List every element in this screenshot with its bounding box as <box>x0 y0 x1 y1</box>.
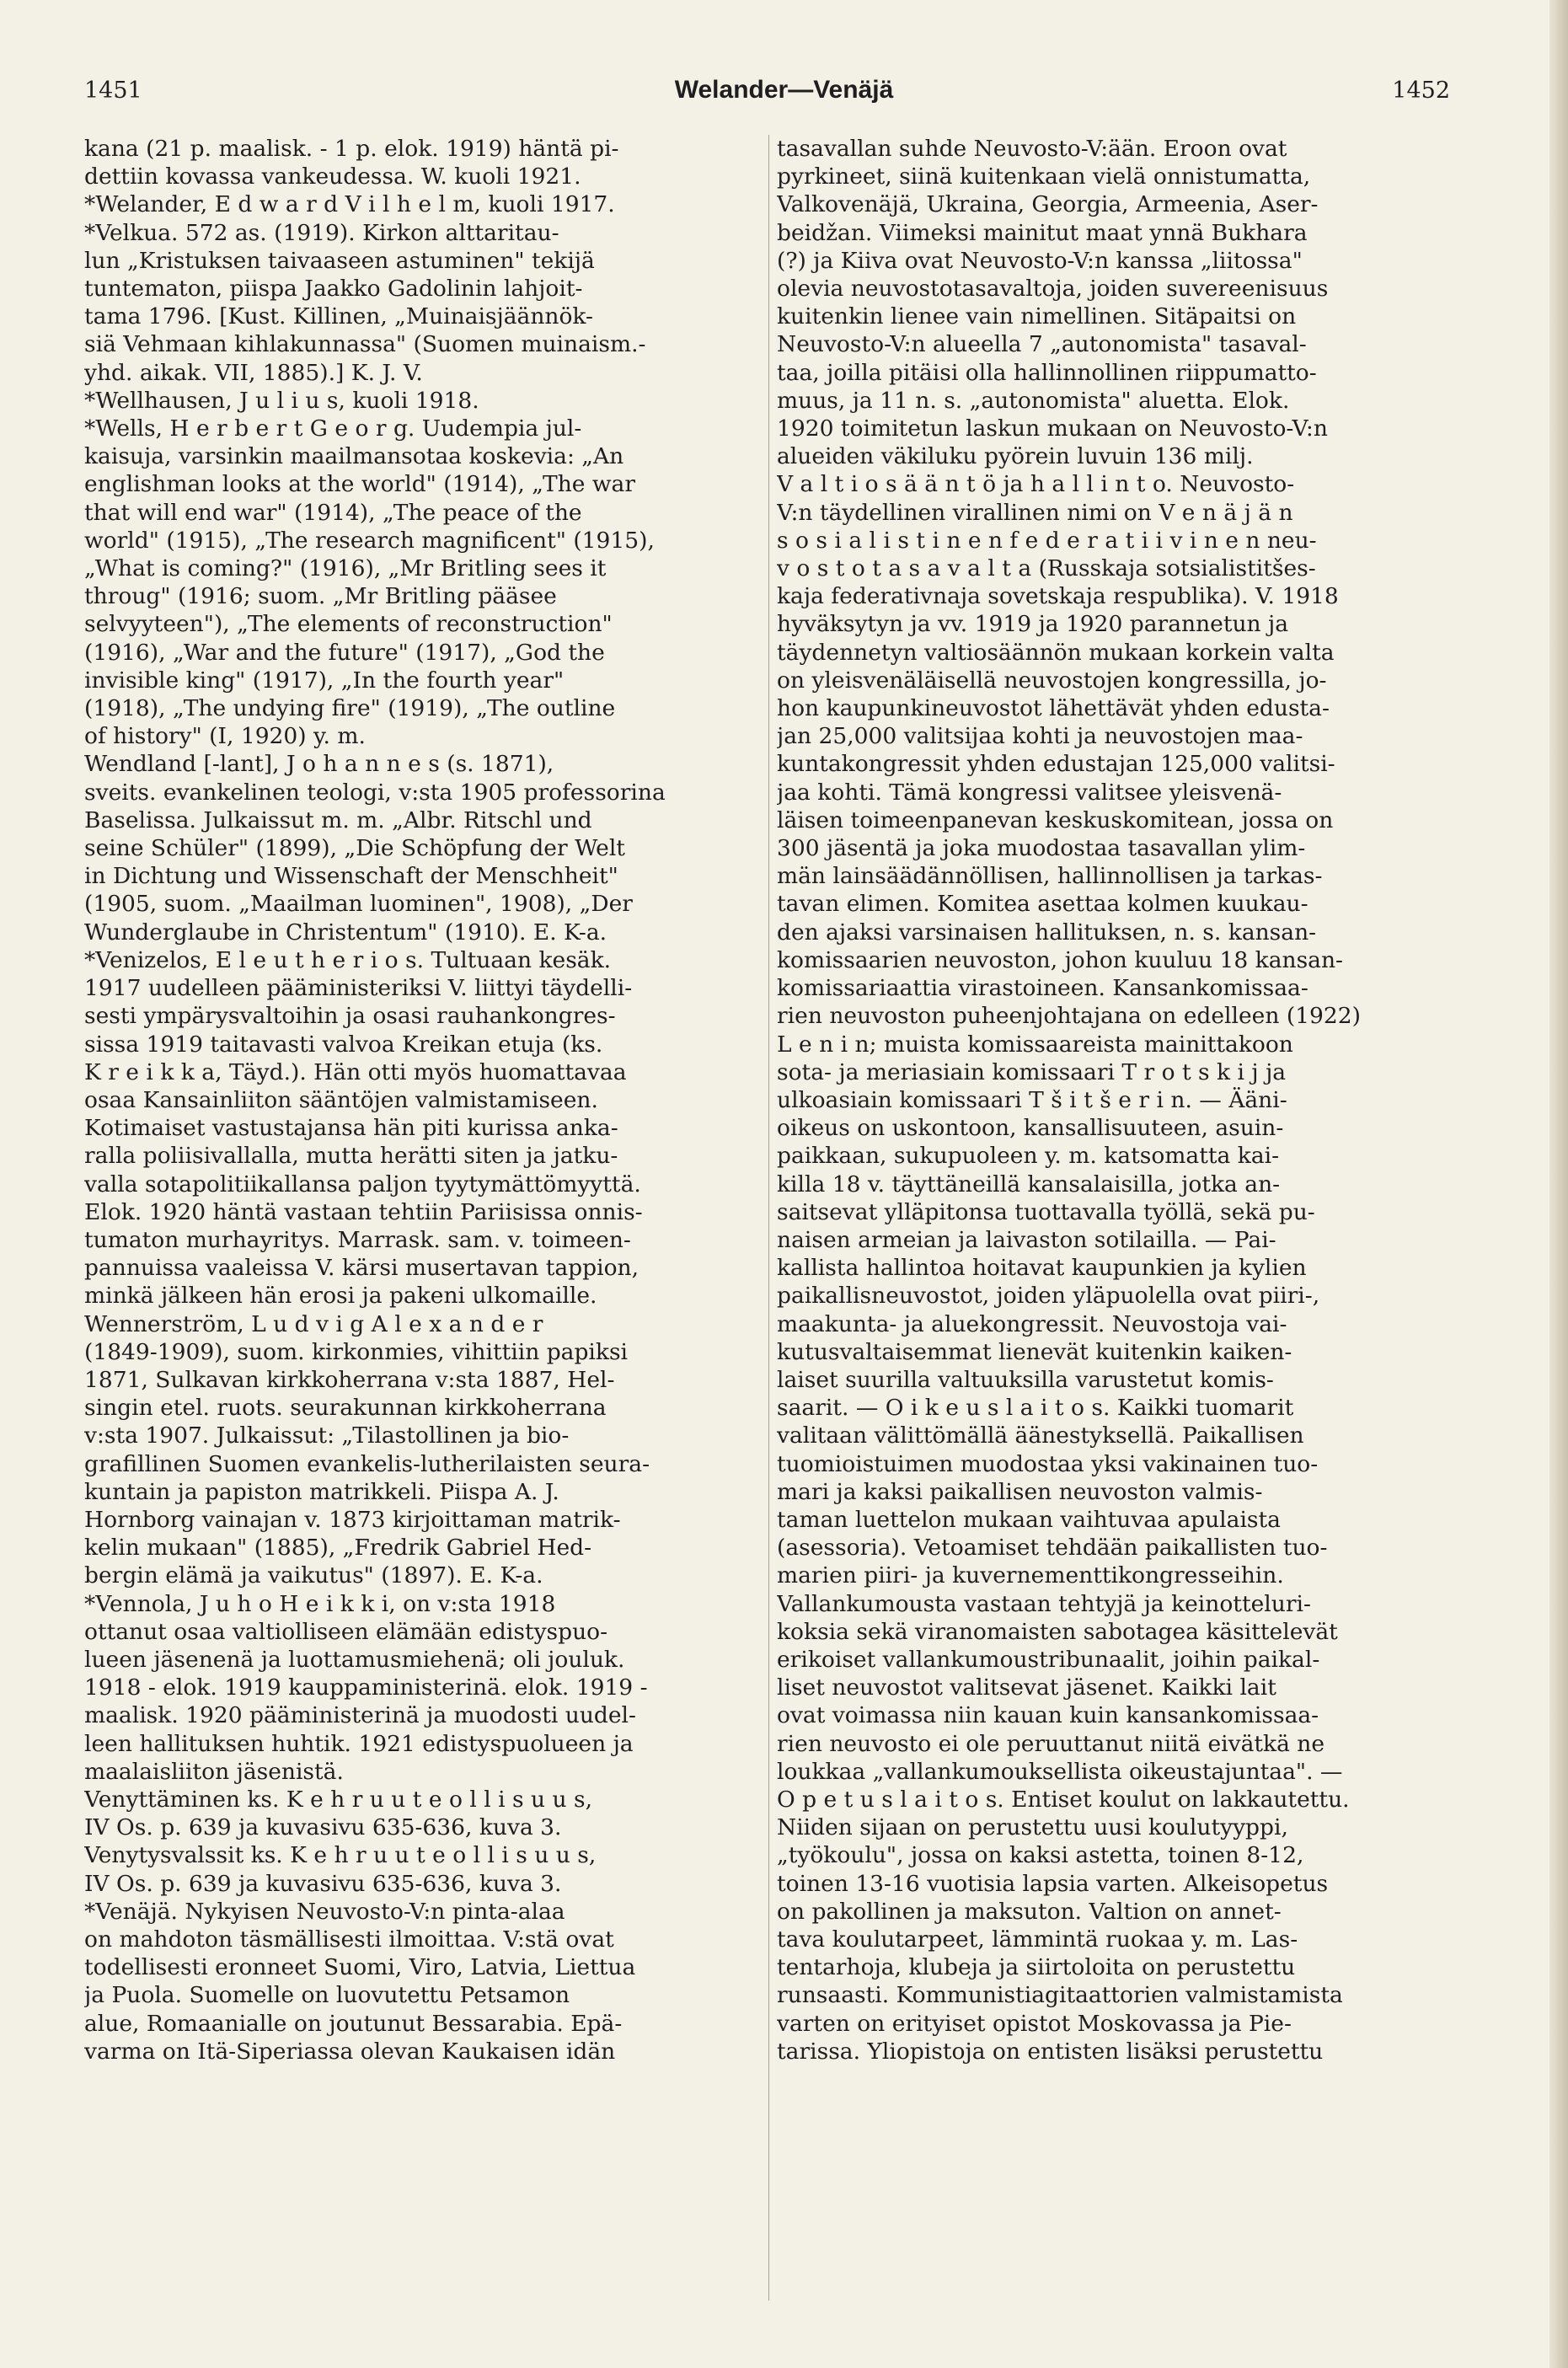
text-line: s o s i a l i s t i n e n f e d e r a t i i v i n e n neu- <box>777 527 1317 554</box>
text-line: Wunderglaube in Christentum" (1910). E. K-a. <box>84 919 607 946</box>
text-line: pyrkineet, siinä kuitenkaan vielä onnistumatta, <box>777 163 1311 190</box>
text-line: beidžan. Viimeksi mainitut maat ynnä Bukhara <box>777 219 1308 246</box>
text-line: toinen 13-16 vuotisia lapsia varten. Alkeisopetus <box>777 1870 1329 1897</box>
text-line: mari ja kaksi paikallisen neuvoston valmis- <box>777 1478 1263 1505</box>
text-line: valitaan välittömällä äänestyksellä. Paikallisen <box>777 1422 1304 1449</box>
text-line: kuntain ja papiston matrikkeli. Piispa A. J. <box>84 1478 559 1505</box>
text-line: sveits. evankelinen teologi, v:sta 1905 professorina <box>84 779 666 806</box>
text-line: hyväksytyn ja vv. 1919 ja 1920 parannetun ja <box>777 611 1289 638</box>
text-line: komissariaattia virastoineen. Kansankomissaa- <box>777 975 1308 1002</box>
text-line: rien neuvosto ei ole peruuttanut niitä eivätkä ne <box>777 1730 1325 1757</box>
text-line: Elok. 1920 häntä vastaan tehtiin Pariisissa onnis- <box>84 1198 643 1225</box>
text-line: olevia neuvostotasavaltoja, joiden suvereenisuus <box>777 276 1329 303</box>
text-line: K r e i k k a, Täyd.). Hän otti myös huomattavaa <box>84 1058 627 1085</box>
text-line: maalaisliiton jäsenistä. <box>84 1758 344 1785</box>
text-line: tarissa. Yliopistoja on entisten lisäksi perustettu <box>777 2038 1324 2065</box>
text-line: in Dichtung und Wissenschaft der Menschheit" <box>84 863 618 890</box>
text-line: kuitenkin lienee vain nimellinen. Sitäpaitsi on <box>777 303 1297 330</box>
text-line: loukkaa „vallankumouksellista oikeustajuntaa". — <box>777 1758 1343 1785</box>
text-line: V a l t i o s ä ä n t ö ja h a l l i n t o. Neuvosto- <box>777 471 1295 498</box>
text-line: 1918 - elok. 1919 kauppaministerinä. elok. 1919 - <box>84 1674 648 1701</box>
text-line: män lainsäädännöllisen, hallinnollisen ja tarkas- <box>777 863 1323 890</box>
text-line: ralla poliisivallalla, mutta herätti siten ja jatku- <box>84 1143 618 1170</box>
text-line: singin etel. ruots. seurakunnan kirkkoherrana <box>84 1395 607 1422</box>
text-line: laiset suurilla valtuuksilla varustetut komis- <box>777 1366 1274 1393</box>
text-line: runsaasti. Kommunistiagitaattorien valmistamista <box>777 1982 1343 2009</box>
text-line: Wennerström, L u d v i g A l e x a n d e r <box>84 1310 543 1337</box>
text-line: (1849-1909), suom. kirkonmies, vihittiin papiksi <box>84 1338 629 1365</box>
text-line: IV Os. p. 639 ja kuvasivu 635-636, kuva 3. <box>84 1814 562 1841</box>
text-line: Venytysvalssit ks. K e h r u u t e o l l i s u u s, <box>84 1842 597 1869</box>
text-line: Neuvosto-V:n alueella 7 „autonomista" tasaval- <box>777 331 1307 358</box>
text-line: oikeus on uskontoon, kansallisuuteen, asuin- <box>777 1115 1284 1142</box>
text-line: kana (21 p. maalisk. - 1 p. elok. 1919) häntä pi- <box>84 136 619 162</box>
text-line: täydennetyn valtiosäännön mukaan korkein valta <box>777 639 1335 666</box>
text-line: Hornborg vainajan v. 1873 kirjoittaman matrik- <box>84 1506 621 1533</box>
text-line: ovat voimassa niin kauan kuin kansankomissaa- <box>777 1702 1319 1729</box>
text-line: that will end war" (1914), „The peace of the <box>84 499 582 526</box>
text-line: (1916), „War and the future" (1917), „God the <box>84 639 605 666</box>
text-line: rien neuvoston puheenjohtajana on edelleen (1922) <box>777 1003 1361 1030</box>
text-line: valla sotapolitiikallansa paljon tyytymättömyyttä. <box>84 1171 641 1197</box>
text-line: lueen jäsenenä ja luottamusmiehenä; oli jouluk. <box>84 1646 625 1673</box>
text-line: V:n täydellinen virallinen nimi on V e n ä j ä n <box>777 499 1293 526</box>
text-line: on yleisvenäläisellä neuvostojen kongressilla, jo- <box>777 667 1327 694</box>
text-line: *Wells, H e r b e r t G e o r g. Uudempia jul- <box>84 415 582 442</box>
text-line: varten on erityiset opistot Moskovassa ja Pie- <box>777 2010 1292 2037</box>
text-line: varma on Itä-Siperiassa olevan Kaukaisen idän <box>84 2038 616 2065</box>
text-line: of history" (I, 1920) y. m. <box>84 723 366 750</box>
text-line: (1905, suom. „Maailman luominen", 1908), „Der <box>84 891 633 918</box>
text-line: L e n i n; muista komissaareista mainittakoon <box>777 1031 1293 1058</box>
text-line: minkä jälkeen hän erosi ja pakeni ulkomaille. <box>84 1283 597 1310</box>
text-line: alue, Romaanialle on joutunut Bessarabia. Epä- <box>84 2010 623 2037</box>
text-line: kaja federativnaja sovetskaja respublika). V. 1918 <box>777 583 1339 610</box>
text-line: 300 jäsentä ja joka muodostaa tasavallan ylim- <box>777 835 1306 862</box>
text-line: sesti ympärysvaltoihin ja osasi rauhankongres- <box>84 1003 616 1030</box>
text-line: paikallisneuvostot, joiden yläpuolella ovat piiri-, <box>777 1283 1320 1310</box>
text-line: taa, joilla pitäisi olla hallinnollinen riippumatto- <box>777 359 1317 386</box>
text-line: yhd. aikak. VII, 1885).] K. J. V. <box>84 359 423 386</box>
text-line: hon kaupunkineuvostot lähettävät yhden edusta- <box>777 695 1330 722</box>
text-line: naisen armeian ja laivaston sotilailla. — Pai- <box>777 1226 1276 1253</box>
text-line: tava koulutarpeet, lämmintä ruokaa y. m. Las- <box>777 1926 1298 1953</box>
page-number-right: 1452 <box>1392 78 1450 104</box>
text-line: siä Vehmaan kihlakunnassa" (Suomen muinaism.- <box>84 331 646 358</box>
text-line: englishman looks at the world" (1914), „The war <box>84 471 636 498</box>
text-line: kuntakongressit yhden edustajan 125,000 valitsi- <box>777 751 1335 778</box>
text-line: selvyyteen"), „The elements of reconstruction" <box>84 611 613 638</box>
text-line: kutusvaltaisemmat lienevät kuitenkin kaiken- <box>777 1338 1292 1365</box>
text-line: muus, ja 11 n. s. „autonomista" aluetta. Elok. <box>777 387 1290 414</box>
text-line: den ajaksi varsinaisen hallituksen, n. s. kansan- <box>777 919 1317 946</box>
text-line: ottanut osaa valtiolliseen elämään edistyspuo- <box>84 1618 608 1645</box>
text-line: O p e t u s l a i t o s. Entiset koulut on lakkautettu. <box>777 1786 1350 1813</box>
text-line: tumaton murhayritys. Marrask. sam. v. toimeen- <box>84 1226 631 1253</box>
text-line: saarit. — O i k e u s l a i t o s. Kaikki tuomarit <box>777 1395 1294 1422</box>
text-line: läisen toimeenpanevan keskuskomitean, jossa on <box>777 806 1334 833</box>
text-line: tavan elimen. Komitea asettaa kolmen kuukau- <box>777 891 1308 918</box>
text-line: jaa kohti. Tämä kongressi valitsee yleisvenä- <box>777 779 1282 806</box>
text-line: saitsevat ylläpitonsa tuottavalla työllä, sekä pu- <box>777 1198 1315 1225</box>
text-line: 1871, Sulkavan kirkkoherrana v:sta 1887, Hel- <box>84 1366 615 1393</box>
text-line: seine Schüler" (1899), „Die Schöpfung der Welt <box>84 835 625 862</box>
text-line: liset neuvostot valitsevat jäsenet. Kaikki lait <box>777 1674 1276 1701</box>
left-text-column <box>84 135 758 2065</box>
text-line: *Venizelos, E l e u t h e r i o s. Tultuaan kesäk. <box>84 946 612 973</box>
book-spine-edge <box>1549 0 1568 2368</box>
text-line: bergin elämä ja vaikutus" (1897). E. K-a. <box>84 1562 543 1589</box>
text-line: koksia sekä viranomaisten sabotagea käsittelevät <box>777 1618 1338 1645</box>
text-line: Kotimaiset vastustajansa hän piti kurissa anka- <box>84 1115 618 1142</box>
text-line: erikoiset vallankumoustribunaalit, joihin paikal- <box>777 1646 1320 1673</box>
text-line: IV Os. p. 639 ja kuvasivu 635-636, kuva 3. <box>84 1870 562 1897</box>
text-line: Valkovenäjä, Ukraina, Georgia, Armeenia, Aser- <box>777 191 1319 218</box>
text-line: *Velkua. 572 as. (1919). Kirkon alttaritau- <box>84 219 559 246</box>
text-line: jan 25,000 valitsijaa kohti ja neuvostojen maa- <box>777 723 1303 750</box>
text-line: tasavallan suhde Neuvosto-V:ään. Eroon ovat <box>777 136 1287 162</box>
text-line: pannuissa vaaleissa V. kärsi musertavan tappion, <box>84 1255 640 1282</box>
text-line: world" (1915), „The research magnificent" (1915), <box>84 527 655 554</box>
text-line: on pakollinen ja maksuton. Valtion on annet- <box>777 1898 1282 1925</box>
text-line: throug" (1916; suom. „Mr Britling pääsee <box>84 583 557 610</box>
text-line: Niiden sijaan on perustettu uusi koulutyyppi, <box>777 1814 1288 1841</box>
text-line: Baselissa. Julkaissut m. m. „Albr. Ritschl und <box>84 806 592 833</box>
text-line: *Venäjä. Nykyisen Neuvosto-V:n pinta-alaa <box>84 1898 565 1925</box>
text-line: taman luettelon mukaan vaihtuvaa apulaista <box>777 1506 1281 1533</box>
text-line: tama 1796. [Kust. Killinen, „Muinaisjäännök- <box>84 303 593 330</box>
text-line: kelin mukaan" (1885), „Fredrik Gabriel Hed- <box>84 1535 592 1562</box>
text-line: 1917 uudelleen pääministeriksi V. liittyi täydelli- <box>84 975 633 1002</box>
text-line: (?) ja Kiiva ovat Neuvosto-V:n kanssa „liitossa" <box>777 247 1303 274</box>
text-line: sota- ja meriasiain komissaari T r o t s k i j ja <box>777 1058 1287 1085</box>
right-text-column <box>777 135 1451 2065</box>
text-line: 1920 toimitetun laskun mukaan on Neuvosto-V:n <box>777 415 1328 442</box>
text-line: tuomioistuimen muodostaa yksi vakinainen tuo- <box>777 1450 1319 1477</box>
text-line: maakunta- ja aluekongressit. Neuvostoja vai- <box>777 1310 1287 1337</box>
text-line: Vallankumousta vastaan tehtyjä ja keinotteluri- <box>777 1590 1311 1617</box>
text-line: leen hallituksen huhtik. 1921 edistyspuolueen ja <box>84 1730 634 1757</box>
text-line: *Vennola, J u h o H e i k k i, on v:sta 1918 <box>84 1590 556 1617</box>
text-line: ulkoasiain komissaari T š i t š e r i n. — Ääni- <box>777 1086 1287 1113</box>
text-line: maalisk. 1920 pääministerinä ja muodosti uudel- <box>84 1702 636 1729</box>
text-line: tentarhoja, klubeja ja siirtoloita on perustettu <box>777 1954 1296 1981</box>
text-line: dettiin kovassa vankeudessa. W. kuoli 1921. <box>84 163 581 190</box>
text-line: „What is coming?" (1916), „Mr Britling sees it <box>84 555 607 582</box>
running-title: Welander—Venäjä <box>674 76 894 104</box>
text-line: ja Puola. Suomelle on luovutettu Petsamon <box>84 1982 570 2009</box>
page-number-left: 1451 <box>84 78 142 104</box>
text-line: lun „Kristuksen taivaaseen astuminen" tekijä <box>84 247 595 274</box>
text-line: (asessoria). Vetoamiset tehdään paikallisten tuo- <box>777 1535 1328 1562</box>
text-line: „työkoulu", jossa on kaksi astetta, toinen 8-12, <box>777 1842 1304 1869</box>
text-line: killa 18 v. täyttäneillä kansalaisilla, jotka an- <box>777 1171 1281 1197</box>
text-line: invisible king" (1917), „In the fourth year" <box>84 667 565 694</box>
text-line: sissa 1919 taitavasti valvoa Kreikan etuja (ks. <box>84 1031 603 1058</box>
text-line: komissaarien neuvoston, johon kuuluu 18 kansan- <box>777 946 1343 973</box>
text-line: *Welander, E d w a r d V i l h e l m, kuoli 1917. <box>84 191 615 218</box>
text-line: kallista hallintoa hoitavat kaupunkien ja kylien <box>777 1255 1307 1282</box>
text-line: todellisesti eronneet Suomi, Viro, Latvia, Liettua <box>84 1954 636 1981</box>
text-line: on mahdoton täsmällisesti ilmoittaa. V:stä ovat <box>84 1926 614 1953</box>
text-line: alueiden väkiluku pyörein luvuin 136 milj. <box>777 443 1254 470</box>
text-line: (1918), „The undying fire" (1919), „The outline <box>84 695 616 722</box>
text-line: v o s t o t a s a v a l t a (Russkaja sotsialistitšes- <box>777 555 1316 582</box>
text-line: v:sta 1907. Julkaissut: „Tilastollinen ja bio- <box>84 1422 570 1449</box>
text-line: tuntematon, piispa Jaakko Gadolinin lahjoit- <box>84 276 583 303</box>
text-line: kaisuja, varsinkin maailmansotaa koskevia: „An <box>84 443 624 470</box>
text-line: *Wellhausen, J u l i u s, kuoli 1918. <box>84 387 479 414</box>
text-line: grafillinen Suomen evankelis-lutherilaisten seura- <box>84 1450 650 1477</box>
column-divider <box>768 135 769 2301</box>
text-line: Venyttäminen ks. K e h r u u t e o l l i s u u s, <box>84 1786 593 1813</box>
text-line: osaa Kansainliiton sääntöjen valmistamiseen. <box>84 1086 598 1113</box>
text-line: marien piiri- ja kuvernementtikongresseihin. <box>777 1562 1284 1589</box>
text-line: Wendland [-lant], J o h a n n e s (s. 1871), <box>84 751 554 778</box>
text-line: paikkaan, sukupuoleen y. m. katsomatta kai- <box>777 1143 1280 1170</box>
